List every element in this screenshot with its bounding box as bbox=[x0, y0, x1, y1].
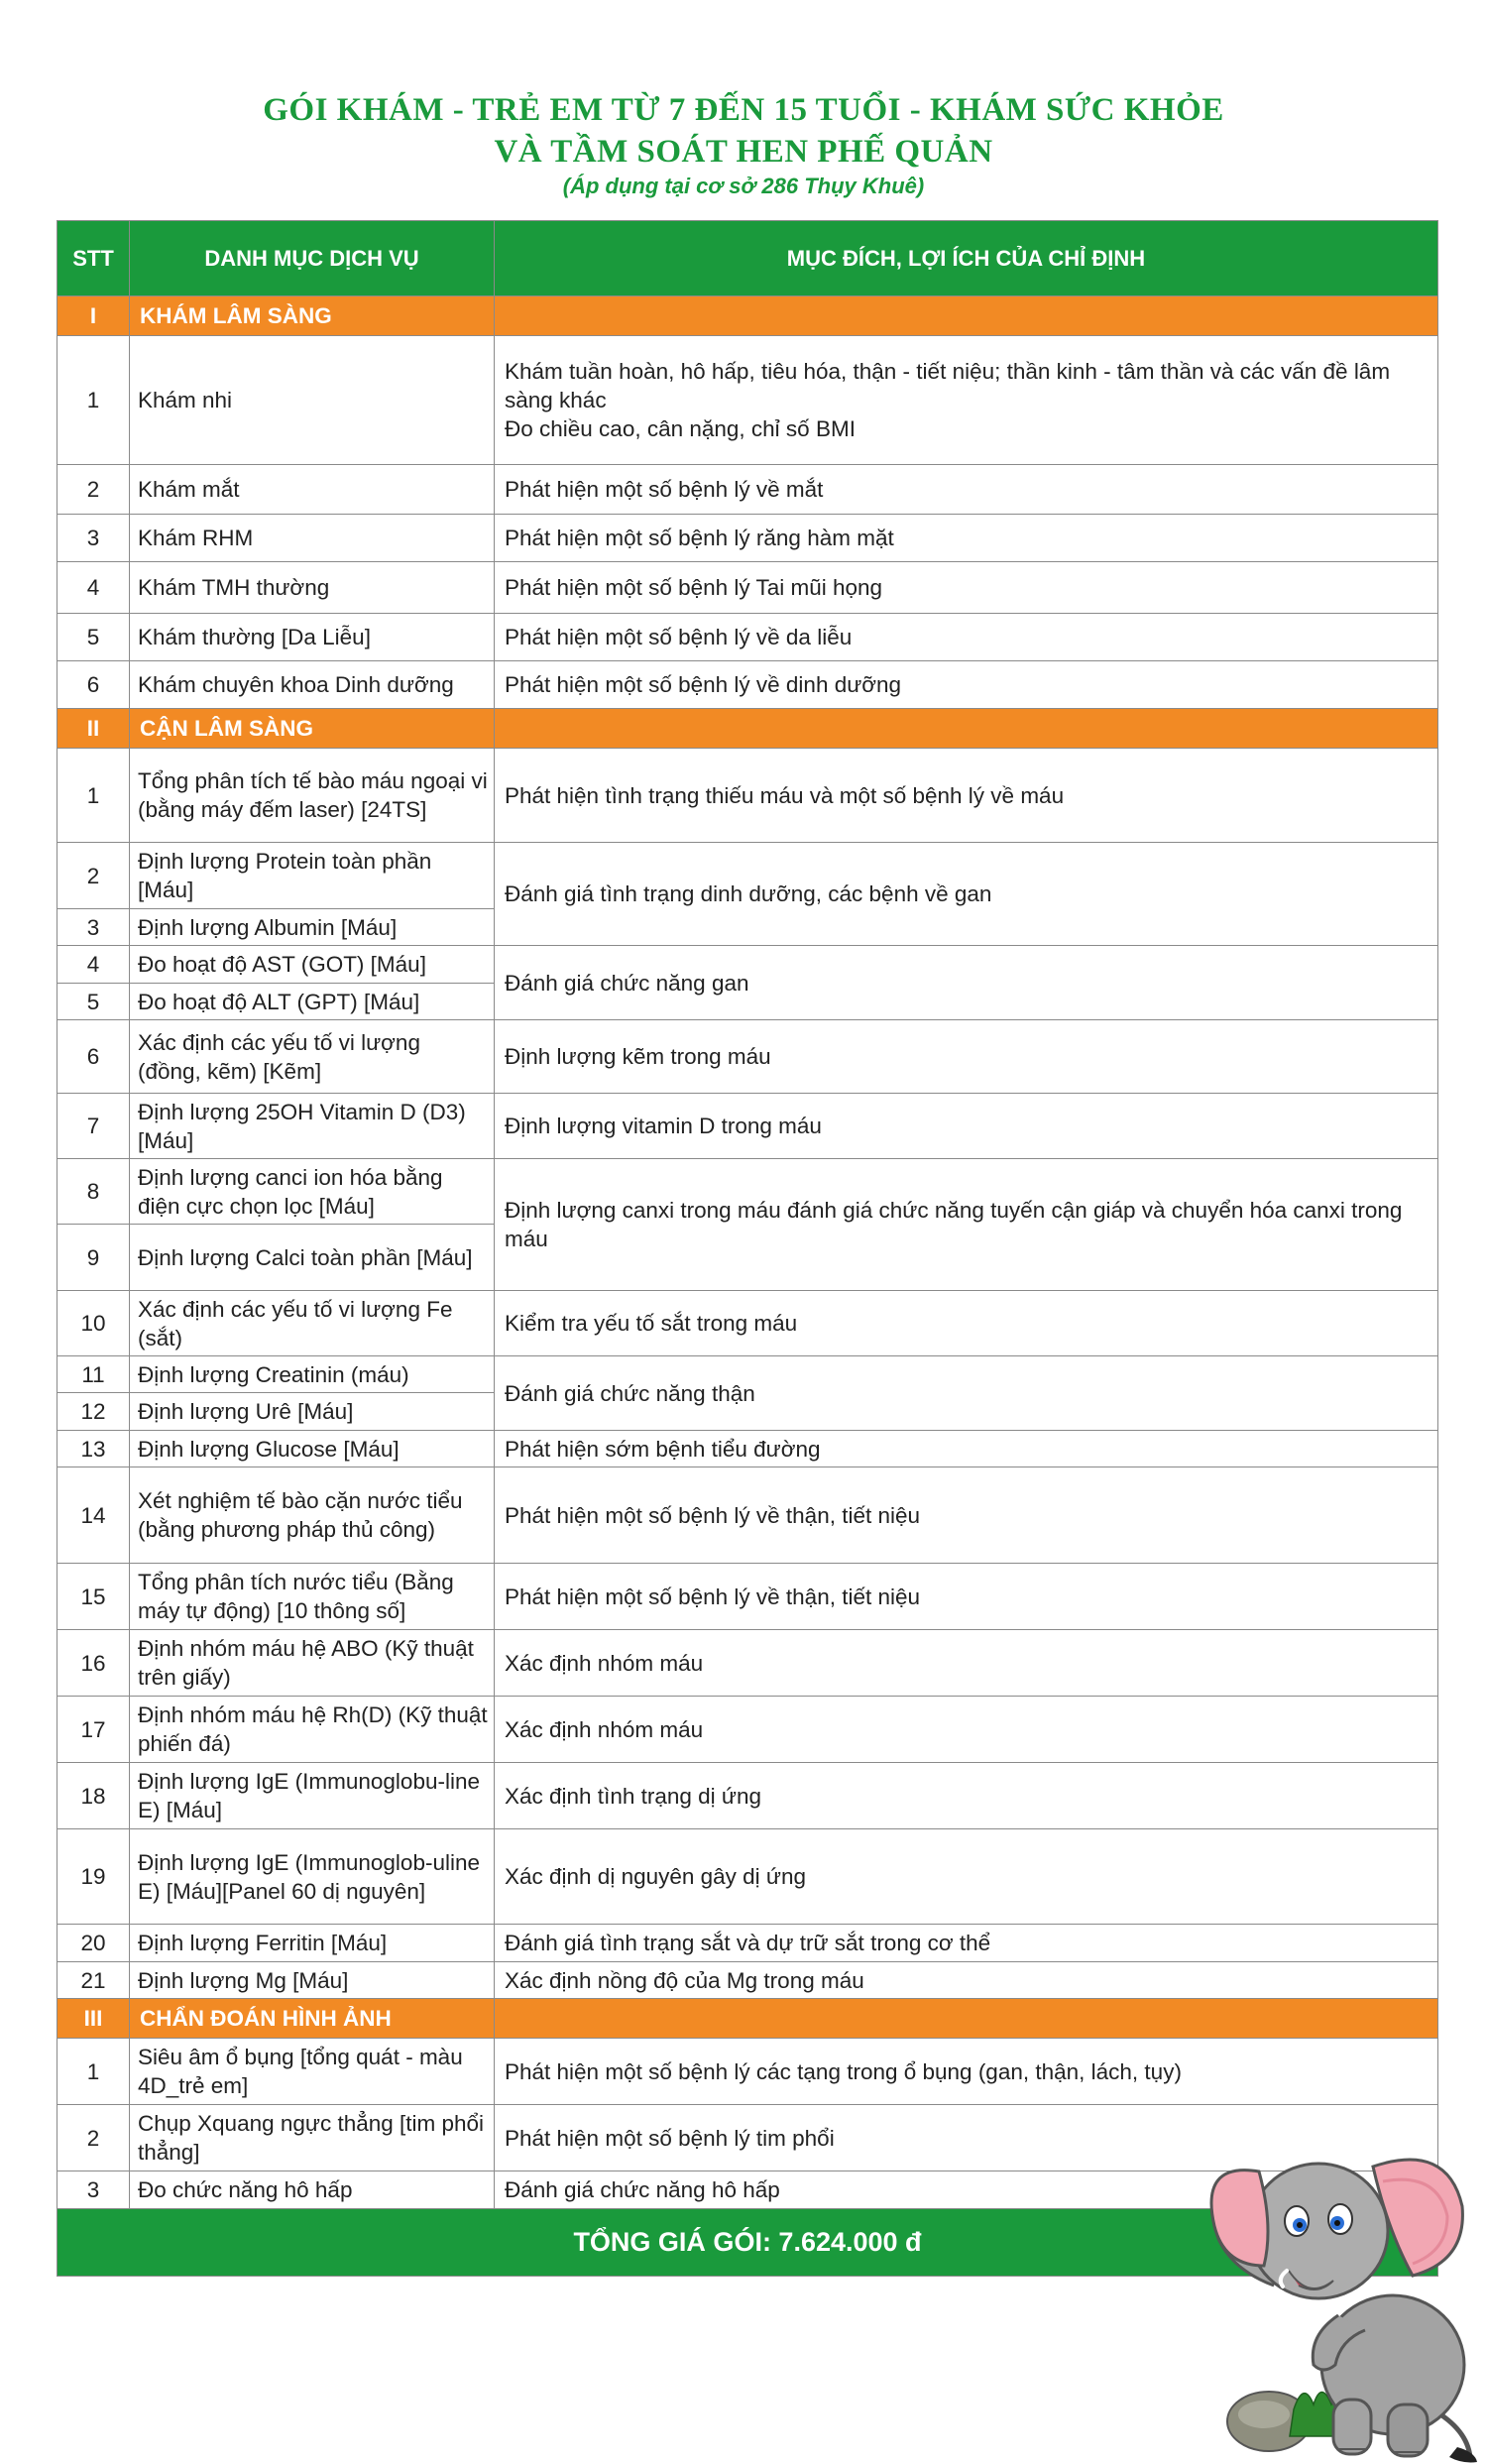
section-row bbox=[57, 1999, 1438, 2039]
table-row: 20 Định lượng Ferritin [Máu] Đánh giá tình trạng sắt và dự trữ sắt trong cơ thể bbox=[57, 1925, 1438, 1962]
table-row: 19 Định lượng IgE (Immunoglob-uline E) [Máu][Panel 60 dị nguyên] Xác định dị nguyên gây dị ứng bbox=[57, 1829, 1438, 1925]
table-row: 6 Xác định các yếu tố vi lượng (đồng, kẽm) [Kẽm] Định lượng kẽm trong máu bbox=[57, 1020, 1438, 1094]
section-number: I bbox=[57, 296, 130, 336]
subtitle: (Áp dụng tại cơ sở 286 Thụy Khuê) bbox=[562, 174, 925, 198]
table-row: 5 Đo hoạt độ ALT (GPT) [Máu] bbox=[57, 984, 1438, 1020]
section-title: KHÁM LÂM SÀNG bbox=[130, 296, 495, 336]
table-row: 10 Xác định các yếu tố vi lượng Fe (sắt) Kiểm tra yếu tố sắt trong máu bbox=[57, 1291, 1438, 1356]
total-price: TỔNG GIÁ GÓI: 7.624.000 đ bbox=[57, 2209, 1438, 2277]
table-row: 3 Định lượng Albumin [Máu] bbox=[57, 909, 1438, 946]
header-stt: STT bbox=[57, 221, 130, 296]
table-row: 5 Khám thường [Da Liễu] Phát hiện một số bệnh lý về da liễu bbox=[57, 614, 1438, 661]
table-row: 12 Định lượng Urê [Máu] bbox=[57, 1393, 1438, 1431]
table-row: 3 Đo chức năng hô hấp Đánh giá chức năng hô hấp bbox=[57, 2171, 1438, 2209]
table-header-row bbox=[57, 221, 1438, 296]
table-row: 9 Định lượng Calci toàn phần [Máu] bbox=[57, 1225, 1438, 1291]
table-row: 1 Khám nhi Khám tuần hoàn, hô hấp, tiêu hóa, thận - tiết niệu; thần kinh - tâm thần và các vấn đề lâm sàng khác Đo chiều cao, cân nặng, chỉ số BMI bbox=[57, 336, 1438, 465]
table-row: 21 Định lượng Mg [Máu] Xác định nồng độ của Mg trong máu bbox=[57, 1962, 1438, 1999]
table-row: 16 Định nhóm máu hệ ABO (Kỹ thuật trên giấy) Xác định nhóm máu bbox=[57, 1630, 1438, 1697]
header-service: DANH MỤC DỊCH VỤ bbox=[130, 221, 495, 296]
table-row: 13 Định lượng Glucose [Máu] Phát hiện sớm bệnh tiểu đường bbox=[57, 1431, 1438, 1467]
table-row: 11 Định lượng Creatinin (máu) Đánh giá chức năng thận bbox=[57, 1356, 1438, 1393]
table-row: 4 Khám TMH thường Phát hiện một số bệnh lý Tai mũi họng bbox=[57, 562, 1438, 614]
section-number: II bbox=[57, 709, 130, 749]
table-row: 4 Đo hoạt độ AST (GOT) [Máu] Đánh giá chức năng gan bbox=[57, 946, 1438, 984]
table-row: 3 Khám RHM Phát hiện một số bệnh lý răng hàm mặt bbox=[57, 515, 1438, 562]
table-row: 15 Tổng phân tích nước tiểu (Bằng máy tự động) [10 thông số] Phát hiện một số bệnh lý về thận, tiết niệu bbox=[57, 1564, 1438, 1630]
table-row: 2 Chụp Xquang ngực thẳng [tim phổi thẳng] Phát hiện một số bệnh lý tim phổi bbox=[57, 2105, 1438, 2171]
table-row: 2 Định lượng Protein toàn phần [Máu] Đánh giá tình trạng dinh dưỡng, các bệnh về gan bbox=[57, 843, 1438, 909]
section-row bbox=[57, 709, 1438, 749]
table-row: 14 Xét nghiệm tế bào cặn nước tiểu (bằng phương pháp thủ công) Phát hiện một số bệnh lý về thận, tiết niệu bbox=[57, 1467, 1438, 1564]
table-row: 7 Định lượng 25OH Vitamin D (D3) [Máu] Định lượng vitamin D trong máu bbox=[57, 1094, 1438, 1159]
table-row: 18 Định lượng IgE (Immunoglobu-line E) [Máu] Xác định tình trạng dị ứng bbox=[57, 1763, 1438, 1829]
title-line-1: GÓI KHÁM - TRẺ EM TỪ 7 ĐẾN 15 TUỔI - KHÁM SỨC KHỎE bbox=[263, 92, 1224, 128]
table-row: 1 Siêu âm ổ bụng [tổng quát - màu 4D_trẻ em] Phát hiện một số bệnh lý các tạng trong ổ bụng (gan, thận, lách, tụy) bbox=[57, 2039, 1438, 2105]
section-row bbox=[57, 296, 1438, 336]
title-line-2: VÀ TẦM SOÁT HEN PHẾ QUẢN bbox=[494, 134, 993, 170]
table-row: 8 Định lượng canci ion hóa bằng điện cực chọn lọc [Máu] Định lượng canxi trong máu đánh giá chức năng tuyến cận giáp và chuyển hóa canxi trong máu bbox=[57, 1159, 1438, 1225]
table-row: 2 Khám mắt Phát hiện một số bệnh lý về mắt bbox=[57, 465, 1438, 515]
elephant-illustration bbox=[1170, 2112, 1487, 2464]
service-table bbox=[57, 220, 1438, 2277]
table-row: 17 Định nhóm máu hệ Rh(D) (Kỹ thuật phiến đá) Xác định nhóm máu bbox=[57, 1697, 1438, 1763]
section-title: CHẨN ĐOÁN HÌNH ẢNH bbox=[130, 1999, 495, 2039]
section-number: III bbox=[57, 1999, 130, 2039]
header-purpose: MỤC ĐÍCH, LỢI ÍCH CỦA CHỈ ĐỊNH bbox=[495, 221, 1438, 296]
section-title: CẬN LÂM SÀNG bbox=[130, 709, 495, 749]
table-row: 1 Tổng phân tích tế bào máu ngoại vi (bằng máy đếm laser) [24TS] Phát hiện tình trạng thiếu máu và một số bệnh lý về máu bbox=[57, 749, 1438, 843]
table-row: 6 Khám chuyên khoa Dinh dưỡng Phát hiện một số bệnh lý về dinh dưỡng bbox=[57, 661, 1438, 709]
page-header bbox=[0, 89, 1487, 200]
